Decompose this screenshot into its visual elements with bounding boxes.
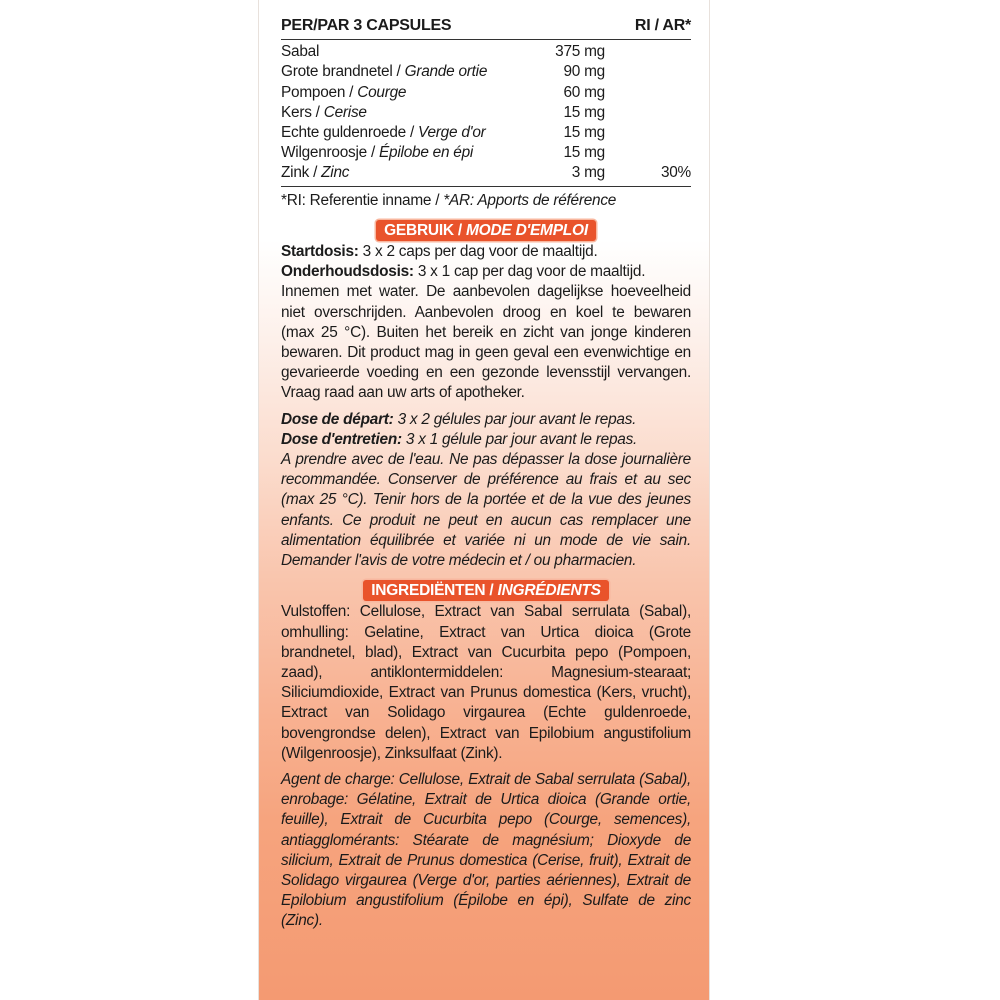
table-row	[281, 83, 691, 103]
usage-nl-start: Startdosis: 3 x 2 caps per dag voor de maaltijd.	[281, 242, 598, 260]
usage-fr-body: A prendre avec de l'eau. Ne pas dépasser la dose journalière recommandée. Conserver de préférence au frais et au sec (max 25 °C). Tenir hors de la portée et de la vue des jeunes enfants. Ce produit ne peut en aucun cas remplacer une alimentation équilibrée et variée ni un mode de vie sain. Demander l'avis de votre médecin et / ou pharmacien.	[281, 450, 691, 569]
ingredient-amount: 3 mg	[571, 164, 605, 182]
ingredient-name: Pompoen / Courge	[281, 83, 407, 101]
header-ri: RI / AR*	[634, 17, 691, 34]
ingredient-ri	[605, 103, 691, 123]
ingredient-ri	[605, 123, 691, 143]
ingredient-name: Echte guldenroede / Verge d'or	[281, 123, 486, 141]
ingredient-amount: 15 mg	[563, 144, 605, 162]
table-row	[281, 42, 691, 62]
usage-fr-start: Dose de départ: 3 x 2 gélules par jour avant le repas.	[281, 410, 637, 428]
label-content	[281, 0, 691, 932]
ingredients-fr: Agent de charge: Cellulose, Extrait de Sabal serrulata (Sabal), enrobage: Gélatine, Extrait de Urtica dioica (Grande ortie, feuille), Extrait de Cucurbita pepo (Courge, semences), antiagglomérants: Stéarate de magnésium; Dioxyde de silicium, Extrait de Prunus domestica (Cerise, fruit), Extrait de Solidago virgaurea (Verge d'or, parties aériennes), Extrait de Epilobium angustifolium (Épilobe en épi), Sulfate de zinc (Zinc).	[281, 771, 691, 930]
usage-fr-maintenance: Dose d'entretien: 3 x 1 gélule par jour avant le repas.	[281, 430, 638, 448]
nutrition-table	[281, 42, 691, 186]
table-row	[281, 163, 691, 183]
nutrition-header	[281, 16, 691, 40]
usage-banner: GEBRUIK / MODE D'EMPLOI	[376, 220, 596, 241]
ingredient-amount: 60 mg	[563, 83, 605, 101]
ingredient-name: Grote brandnetel / Grande ortie	[281, 63, 488, 81]
ingredient-name: Sabal	[281, 43, 320, 61]
header-per-capsules: PER/PAR 3 CAPSULES	[281, 17, 452, 34]
ingredient-ri	[605, 62, 691, 82]
ingredient-ri	[605, 143, 691, 163]
product-label	[258, 0, 710, 1000]
ingredient-amount: 375 mg	[555, 43, 605, 61]
table-row	[281, 143, 691, 163]
ingredient-name: Zink / Zinc	[281, 164, 350, 182]
table-row	[281, 103, 691, 123]
usage-banner-wrap	[281, 220, 691, 241]
ingredient-amount: 15 mg	[563, 123, 605, 141]
table-row	[281, 62, 691, 82]
usage-nl-body: Innemen met water. De aanbevolen dagelijkse hoeveelheid niet overschrijden. Aanbevolen droog en koel te bewaren (max 25 °C). Buiten het bereik en zicht van jonge kinderen bewaren. Dit product mag in geen geval een evenwichtige en gevarieerde voeding en een gezonde levensstijl vervangen. Vraag raad aan uw arts of apotheker.	[281, 283, 691, 402]
ingredients-nl: Vulstoffen: Cellulose, Extract van Sabal serrulata (Sabal), omhulling: Gelatine, Extract van Urtica dioica (Grote brandnetel, blad), Extract van Cucurbita pepo (Pompoen, zaad), antiklontermiddelen: Magnesium-stearaat; Siliciumdioxide, Extract van Prunus domestica (Kers, vrucht), Extract van Solidago virgaurea (Echte guldenroede, bovengrondse delen), Extract van Epilobium angustifolium (Wilgenroosje), Zinksulfaat (Zink).	[281, 603, 691, 762]
ingredients-banner: INGREDIËNTEN / INGRÉDIENTS	[363, 580, 608, 601]
ingredient-ri: 30%	[660, 164, 691, 182]
usage-nl-maintenance: Onderhoudsdosis: 3 x 1 cap per dag voor de maaltijd.	[281, 263, 646, 281]
ingredient-name: Kers / Cerise	[281, 103, 367, 121]
ingredient-ri	[605, 83, 691, 103]
ingredient-name: Wilgenroosje / Épilobe en épi	[281, 144, 474, 162]
ingredient-ri	[605, 42, 691, 62]
ingredients-banner-wrap	[281, 580, 691, 601]
table-row	[281, 123, 691, 143]
ingredient-amount: 15 mg	[563, 103, 605, 121]
reference-footnote: *RI: Referentie inname / *AR: Apports de référence	[281, 191, 617, 209]
ingredient-amount: 90 mg	[563, 63, 605, 81]
